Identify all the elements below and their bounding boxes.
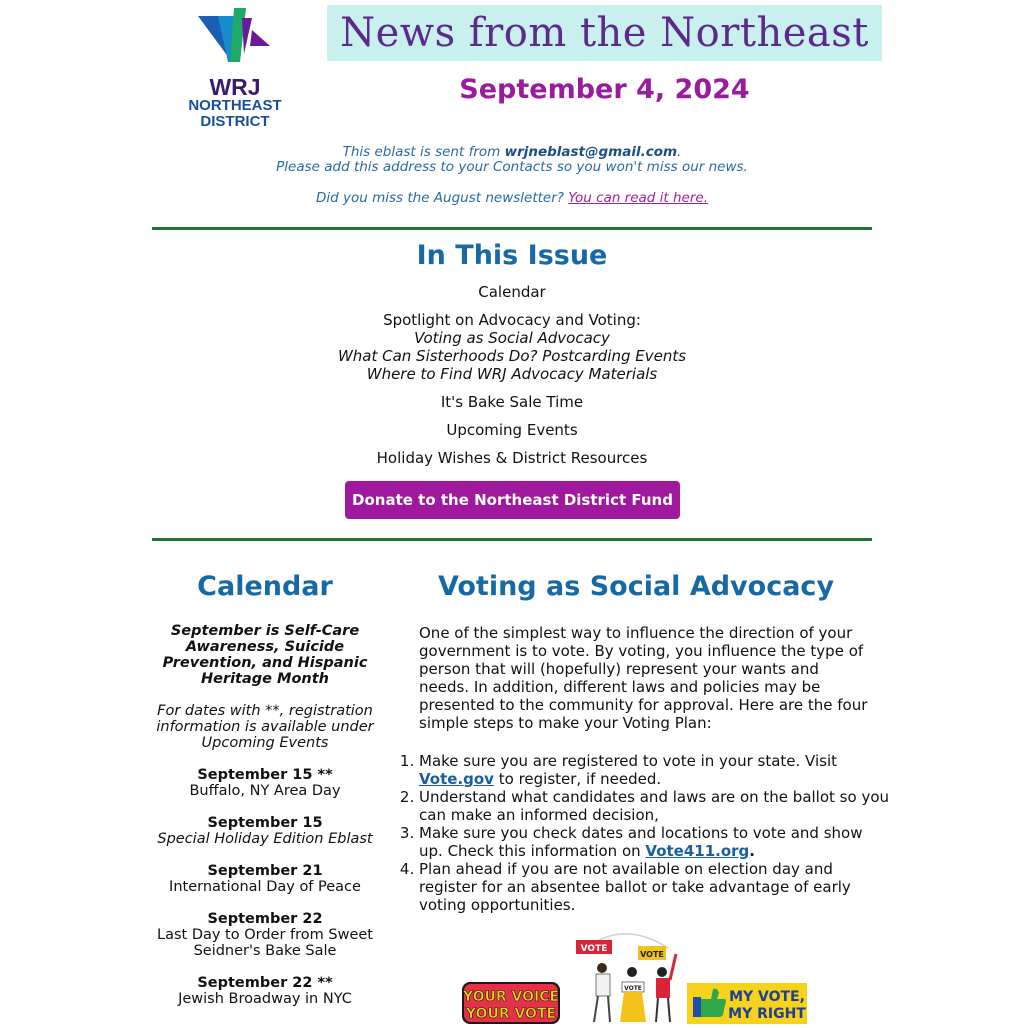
logo-line2: DISTRICT	[200, 113, 270, 130]
vote-sign-2: VOTE	[640, 950, 664, 959]
my-right-text: MY RIGHT	[728, 1006, 806, 1022]
my-vote-text: MY VOTE,	[729, 989, 805, 1005]
wrj-logo-icon	[170, 4, 300, 72]
eblast-line2: Please add this address to your Contacts so you won't miss our news.	[276, 159, 748, 175]
voting-step	[419, 824, 891, 860]
voting-step: 2. Understand what candidates and laws are on the ballot so you can make an informed decision,	[419, 788, 891, 824]
toc-bake-sale[interactable]: It's Bake Sale Time	[440, 393, 584, 411]
my-vote-my-right-image	[687, 983, 807, 1024]
toc-spotlight	[152, 311, 872, 383]
step-text: Make sure you check dates and locations to vote and show up. Check this information on	[419, 824, 863, 860]
newsletter-banner	[327, 5, 882, 61]
in-this-issue-title: In This Issue	[416, 240, 608, 271]
vote-gov-link[interactable]: Vote.gov	[419, 770, 494, 788]
event-desc: Buffalo, NY Area Day	[189, 783, 341, 799]
your-voice-text: YOUR VOICE	[462, 989, 560, 1005]
logo-line1: NORTHEAST	[188, 97, 282, 114]
divider	[152, 227, 872, 230]
august-newsletter-link[interactable]: You can read it here.	[568, 190, 708, 206]
calendar-event	[152, 767, 378, 799]
eblast-prefix: This eblast is sent from	[342, 144, 505, 160]
donate-button[interactable]: Donate to the Northeast District Fund	[345, 481, 680, 519]
voting-step	[419, 752, 891, 788]
eblast-email[interactable]: wrjneblast@gmail.com	[504, 144, 678, 160]
event-desc: Last Day to Order from Sweet Seidner's Bake Sale	[157, 927, 373, 959]
eblast-suffix: .	[677, 144, 682, 160]
toc-upcoming-events[interactable]: Upcoming Events	[446, 421, 578, 439]
wrj-logo[interactable]	[170, 4, 300, 130]
event-date: September 15	[207, 815, 323, 831]
toc-holiday[interactable]: Holiday Wishes & District Resources	[376, 449, 648, 467]
toc-sub-sisterhoods[interactable]: What Can Sisterhoods Do? Postcarding Events	[337, 347, 687, 365]
logo-abbr: WRJ	[209, 74, 261, 100]
eblast-notice	[152, 145, 872, 206]
step-text: Make sure you are registered to vote in your state. Visit	[419, 752, 838, 770]
calendar-event	[152, 815, 378, 847]
voting-steps	[400, 752, 891, 914]
toc-sub-voting[interactable]: Voting as Social Advocacy	[414, 329, 610, 347]
event-date: September 15 **	[197, 767, 333, 783]
vote-sign-1: VOTE	[580, 944, 608, 954]
calendar-month-observances: September is Self-Care Awareness, Suicide Prevention, and Hispanic Heritage Month	[162, 623, 368, 687]
divider	[152, 538, 872, 541]
your-voice-your-vote-image	[462, 980, 560, 1024]
voters-illustration	[572, 930, 684, 1024]
toc-spotlight-heading[interactable]: Spotlight on Advocacy and Voting:	[383, 311, 641, 329]
calendar-title: Calendar	[197, 571, 333, 602]
voting-step: 4. Plan ahead if you are not available on election day and register for an absentee ballot or take advantage of early voting opportunities.	[419, 860, 891, 914]
event-desc: International Day of Peace	[169, 879, 361, 895]
event-date: September 22 **	[197, 975, 333, 991]
event-date: September 21	[207, 863, 323, 879]
voting-title: Voting as Social Advocacy	[437, 571, 835, 602]
calendar-note-text: For dates with **, registration information is available under Upcoming Events	[156, 703, 374, 751]
event-desc: Special Holiday Edition Eblast	[157, 831, 373, 847]
missed-newsletter-text: Did you miss the August newsletter?	[316, 190, 569, 206]
calendar-event	[152, 975, 378, 1007]
calendar-registration-note	[152, 703, 378, 751]
toc-calendar[interactable]: Calendar	[478, 283, 546, 301]
voting-intro: One of the simplest way to influence the direction of your government is to vote. By voting, you influence the type of person that will (hopefully) represent your wants and needs. In addition, different laws and policies may be presented to the community for approval. Here are the four simple steps to make your Voting Plan:	[419, 624, 868, 732]
step-text: .	[749, 842, 755, 860]
vote-sign-3: VOTE	[624, 985, 642, 992]
calendar-event	[152, 911, 378, 959]
calendar-month-note	[152, 623, 378, 687]
your-vote-text: YOUR VOTE	[465, 1006, 557, 1022]
issue-date: September 4, 2024	[459, 74, 750, 105]
banner-title: News from the Northeast	[340, 10, 869, 56]
vote411-link[interactable]: Vote411.org	[645, 842, 750, 860]
step-text: to register, if needed.	[493, 770, 662, 788]
toc-sub-materials[interactable]: Where to Find WRJ Advocacy Materials	[366, 365, 658, 383]
event-date: September 22	[207, 911, 323, 927]
event-desc: Jewish Broadway in NYC	[178, 991, 352, 1007]
calendar-event	[152, 863, 378, 895]
